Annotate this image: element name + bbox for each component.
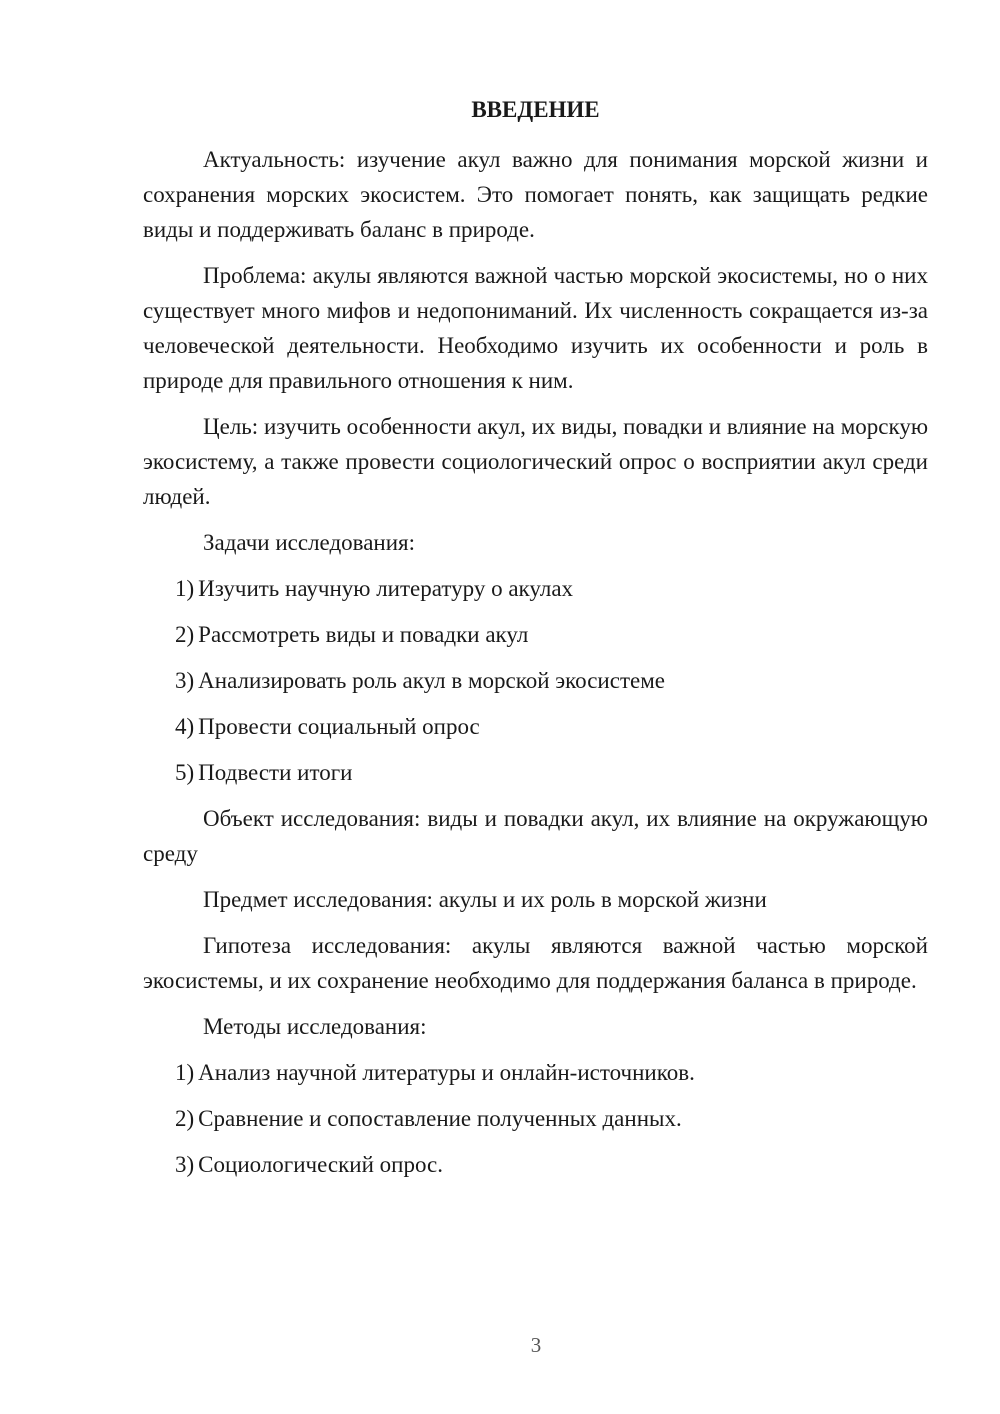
- list-item-text: Рассмотреть виды и повадки акул: [198, 622, 529, 647]
- list-item-number: 5): [175, 760, 195, 785]
- list-item-text: Провести социальный опрос: [198, 714, 480, 739]
- problem-paragraph: Проблема: акулы являются важной частью морской экосистемы, но о них существует много мифов и недопониманий. Их численность сокращается из-за человеческой деятельности. Необходимо изучить их особенности и роль в природе для правильного отношения к ним.: [143, 263, 928, 393]
- list-item-number: 1): [175, 576, 195, 601]
- subject-paragraph: Предмет исследования: акулы и их роль в морской жизни: [203, 887, 767, 912]
- list-item: [143, 571, 928, 606]
- list-item-text: Подвести итоги: [198, 760, 353, 785]
- list-item: [143, 1147, 928, 1182]
- list-item: [143, 663, 928, 698]
- page-title: ВВЕДЕНИЕ: [471, 97, 600, 122]
- list-item-number: 2): [175, 1106, 195, 1131]
- page-number: 3: [530, 1333, 542, 1357]
- list-item-text: Сравнение и сопоставление полученных данных.: [198, 1106, 682, 1131]
- list-item-number: 3): [175, 1152, 195, 1177]
- list-item: [143, 709, 928, 744]
- list-item-text: Изучить научную литературу о акулах: [198, 576, 574, 601]
- goal-paragraph: Цель: изучить особенности акул, их виды, повадки и влияние на морскую экосистему, а также провести социологический опрос о восприятии акул среди людей.: [143, 414, 928, 509]
- list-item: [143, 617, 928, 652]
- list-item-number: 1): [175, 1060, 195, 1085]
- list-item-number: 4): [175, 714, 195, 739]
- page-content: [143, 95, 928, 1193]
- list-item: [143, 1055, 928, 1090]
- methods-list: [143, 1055, 928, 1182]
- list-item-text: Анализ научной литературы и онлайн-источников.: [198, 1060, 695, 1085]
- relevance-paragraph: Актуальность: изучение акул важно для понимания морской жизни и сохранения морских экосистем. Это помогает понять, как защищать редкие виды и поддерживать баланс в природе.: [143, 147, 928, 242]
- list-item-number: 2): [175, 622, 195, 647]
- methods-heading: Методы исследования:: [203, 1014, 427, 1039]
- hypothesis-paragraph: Гипотеза исследования: акулы являются важной частью морской экосистемы, и их сохранение необходимо для поддержания баланса в природе.: [143, 933, 928, 993]
- list-item: [143, 1101, 928, 1136]
- tasks-list: [143, 571, 928, 790]
- tasks-heading: Задачи исследования:: [203, 530, 416, 555]
- list-item: [143, 755, 928, 790]
- object-paragraph: Объект исследования: виды и повадки акул, их влияние на окружающую среду: [143, 806, 928, 866]
- list-item-text: Социологический опрос.: [198, 1152, 443, 1177]
- list-item-text: Анализировать роль акул в морской экосистеме: [198, 668, 665, 693]
- list-item-number: 3): [175, 668, 195, 693]
